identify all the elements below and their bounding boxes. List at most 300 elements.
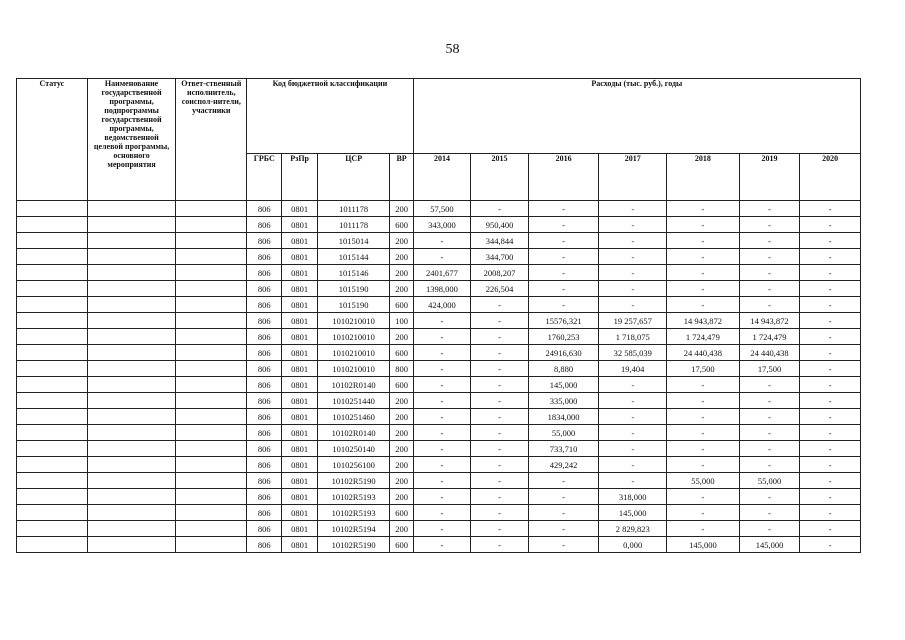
responsible-cell [176, 489, 247, 505]
value-2018-cell: 24 440,438 [667, 345, 740, 361]
value-2020-cell: - [800, 297, 861, 313]
vr-cell: 200 [390, 393, 413, 409]
status-cell [17, 457, 88, 473]
value-2018-cell: - [667, 217, 740, 233]
value-2015-cell: - [471, 409, 529, 425]
value-2018-cell: - [667, 425, 740, 441]
value-2017-cell: - [599, 393, 667, 409]
table-body [17, 201, 861, 553]
csr-cell: 1010250140 [317, 441, 390, 457]
value-2015-cell: - [471, 329, 529, 345]
table-row [17, 265, 861, 281]
csr-cell: 1011178 [317, 217, 390, 233]
responsible-cell [176, 441, 247, 457]
responsible-cell [176, 361, 247, 377]
value-2016-cell: - [528, 473, 599, 489]
table-row [17, 457, 861, 473]
value-2016-cell: 145,000 [528, 377, 599, 393]
value-2015-cell: 226,504 [471, 281, 529, 297]
value-2020-cell: - [800, 393, 861, 409]
table-row [17, 329, 861, 345]
vr-cell: 200 [390, 249, 413, 265]
value-2015-cell: - [471, 505, 529, 521]
rzpr-cell: 0801 [282, 377, 317, 393]
vr-cell: 600 [390, 505, 413, 521]
value-2019-cell: 24 440,438 [739, 345, 800, 361]
grbs-cell: 806 [247, 441, 282, 457]
header-vr: ВР [390, 154, 413, 201]
program-name-cell [87, 249, 176, 265]
value-2019-cell: 145,000 [739, 537, 800, 553]
program-name-cell [87, 473, 176, 489]
csr-cell: 1010210010 [317, 361, 390, 377]
responsible-cell [176, 281, 247, 297]
value-2020-cell: - [800, 457, 861, 473]
value-2019-cell: - [739, 217, 800, 233]
responsible-cell [176, 233, 247, 249]
value-2017-cell: 318,000 [599, 489, 667, 505]
grbs-cell: 806 [247, 201, 282, 217]
status-cell [17, 377, 88, 393]
value-2019-cell: - [739, 489, 800, 505]
value-2019-cell: - [739, 249, 800, 265]
program-name-cell [87, 313, 176, 329]
value-2015-cell: - [471, 313, 529, 329]
value-2018-cell: 55,000 [667, 473, 740, 489]
header-row-main [17, 79, 861, 154]
status-cell [17, 505, 88, 521]
value-2016-cell: 1834,000 [528, 409, 599, 425]
status-cell [17, 265, 88, 281]
value-2017-cell: 145,000 [599, 505, 667, 521]
rzpr-cell: 0801 [282, 249, 317, 265]
responsible-cell [176, 505, 247, 521]
value-2016-cell: - [528, 249, 599, 265]
value-2014-cell: 57,500 [413, 201, 471, 217]
value-2017-cell: - [599, 441, 667, 457]
vr-cell: 800 [390, 361, 413, 377]
value-2015-cell: - [471, 521, 529, 537]
csr-cell: 1010251460 [317, 409, 390, 425]
value-2017-cell: - [599, 409, 667, 425]
value-2016-cell: 1760,253 [528, 329, 599, 345]
responsible-cell [176, 473, 247, 489]
table-row [17, 201, 861, 217]
grbs-cell: 806 [247, 393, 282, 409]
table-row [17, 521, 861, 537]
value-2017-cell: - [599, 217, 667, 233]
csr-cell: 1010251440 [317, 393, 390, 409]
value-2014-cell: - [413, 329, 471, 345]
value-2015-cell: - [471, 345, 529, 361]
status-cell [17, 473, 88, 489]
value-2020-cell: - [800, 201, 861, 217]
value-2014-cell: - [413, 473, 471, 489]
value-2014-cell: - [413, 377, 471, 393]
value-2016-cell: - [528, 281, 599, 297]
value-2019-cell: - [739, 457, 800, 473]
responsible-cell [176, 249, 247, 265]
value-2016-cell: 335,000 [528, 393, 599, 409]
value-2020-cell: - [800, 265, 861, 281]
value-2020-cell: - [800, 217, 861, 233]
value-2016-cell: - [528, 217, 599, 233]
program-name-cell [87, 345, 176, 361]
value-2015-cell: 344,844 [471, 233, 529, 249]
vr-cell: 600 [390, 217, 413, 233]
program-name-cell [87, 329, 176, 345]
grbs-cell: 806 [247, 297, 282, 313]
value-2019-cell: - [739, 409, 800, 425]
value-2016-cell: - [528, 505, 599, 521]
value-2018-cell: - [667, 505, 740, 521]
value-2020-cell: - [800, 377, 861, 393]
csr-cell: 1015014 [317, 233, 390, 249]
value-2014-cell: - [413, 489, 471, 505]
table-row [17, 473, 861, 489]
status-cell [17, 345, 88, 361]
grbs-cell: 806 [247, 473, 282, 489]
value-2015-cell: - [471, 457, 529, 473]
value-2019-cell: - [739, 265, 800, 281]
table-row [17, 377, 861, 393]
value-2017-cell: - [599, 425, 667, 441]
csr-cell: 10102R0140 [317, 377, 390, 393]
value-2018-cell: - [667, 265, 740, 281]
value-2018-cell: 1 724,479 [667, 329, 740, 345]
value-2015-cell: - [471, 377, 529, 393]
value-2019-cell: 17,500 [739, 361, 800, 377]
value-2016-cell: 8,880 [528, 361, 599, 377]
value-2019-cell: - [739, 441, 800, 457]
program-name-cell [87, 233, 176, 249]
grbs-cell: 806 [247, 425, 282, 441]
program-name-cell [87, 409, 176, 425]
grbs-cell: 806 [247, 409, 282, 425]
grbs-cell: 806 [247, 521, 282, 537]
csr-cell: 1011178 [317, 201, 390, 217]
csr-cell: 10102R5193 [317, 505, 390, 521]
rzpr-cell: 0801 [282, 297, 317, 313]
value-2017-cell: 32 585,039 [599, 345, 667, 361]
value-2020-cell: - [800, 489, 861, 505]
value-2017-cell: - [599, 201, 667, 217]
value-2017-cell: - [599, 377, 667, 393]
responsible-cell [176, 521, 247, 537]
rzpr-cell: 0801 [282, 409, 317, 425]
value-2020-cell: - [800, 281, 861, 297]
vr-cell: 600 [390, 537, 413, 553]
value-2017-cell: 19 257,657 [599, 313, 667, 329]
responsible-cell [176, 265, 247, 281]
value-2014-cell: - [413, 313, 471, 329]
rzpr-cell: 0801 [282, 393, 317, 409]
header-year-2016: 2016 [528, 154, 599, 201]
rzpr-cell: 0801 [282, 505, 317, 521]
csr-cell: 1010256100 [317, 457, 390, 473]
value-2016-cell: - [528, 521, 599, 537]
table-row [17, 297, 861, 313]
vr-cell: 600 [390, 297, 413, 313]
vr-cell: 200 [390, 521, 413, 537]
vr-cell: 600 [390, 345, 413, 361]
vr-cell: 200 [390, 201, 413, 217]
program-name-cell [87, 521, 176, 537]
vr-cell: 200 [390, 265, 413, 281]
program-name-cell [87, 489, 176, 505]
program-name-cell [87, 457, 176, 473]
value-2014-cell: 1398,000 [413, 281, 471, 297]
value-2019-cell: - [739, 297, 800, 313]
csr-cell: 1015190 [317, 281, 390, 297]
header-year-2015: 2015 [471, 154, 529, 201]
grbs-cell: 806 [247, 329, 282, 345]
value-2018-cell: - [667, 377, 740, 393]
value-2020-cell: - [800, 409, 861, 425]
vr-cell: 200 [390, 329, 413, 345]
responsible-cell [176, 409, 247, 425]
status-cell [17, 281, 88, 297]
value-2014-cell: - [413, 521, 471, 537]
header-year-2020: 2020 [800, 154, 861, 201]
table-row [17, 425, 861, 441]
value-2020-cell: - [800, 329, 861, 345]
header-responsible: Ответ-ственный исполнитель, соиспол-нители, участники [176, 79, 247, 201]
header-status: Статус [17, 79, 88, 201]
program-name-cell [87, 377, 176, 393]
grbs-cell: 806 [247, 217, 282, 233]
value-2014-cell: - [413, 425, 471, 441]
value-2020-cell: - [800, 505, 861, 521]
rzpr-cell: 0801 [282, 489, 317, 505]
status-cell [17, 393, 88, 409]
vr-cell: 600 [390, 377, 413, 393]
value-2015-cell: - [471, 425, 529, 441]
status-cell [17, 201, 88, 217]
csr-cell: 1015190 [317, 297, 390, 313]
responsible-cell [176, 393, 247, 409]
value-2020-cell: - [800, 313, 861, 329]
value-2016-cell: - [528, 489, 599, 505]
program-name-cell [87, 281, 176, 297]
vr-cell: 200 [390, 281, 413, 297]
table-row [17, 393, 861, 409]
grbs-cell: 806 [247, 505, 282, 521]
header-year-2017: 2017 [599, 154, 667, 201]
value-2018-cell: - [667, 393, 740, 409]
value-2019-cell: - [739, 281, 800, 297]
header-csr: ЦСР [317, 154, 390, 201]
header-expenses: Расходы (тыс. руб.), годы [413, 79, 860, 154]
value-2018-cell: - [667, 457, 740, 473]
grbs-cell: 806 [247, 233, 282, 249]
status-cell [17, 409, 88, 425]
value-2019-cell: 55,000 [739, 473, 800, 489]
value-2017-cell: 19,404 [599, 361, 667, 377]
value-2020-cell: - [800, 521, 861, 537]
program-name-cell [87, 537, 176, 553]
value-2014-cell: - [413, 393, 471, 409]
table-row [17, 361, 861, 377]
value-2019-cell: 14 943,872 [739, 313, 800, 329]
value-2018-cell: - [667, 233, 740, 249]
program-name-cell [87, 297, 176, 313]
grbs-cell: 806 [247, 265, 282, 281]
header-budget-code: Код бюджетной классификации [247, 79, 414, 154]
csr-cell: 10102R5193 [317, 489, 390, 505]
status-cell [17, 249, 88, 265]
value-2017-cell: - [599, 265, 667, 281]
status-cell [17, 441, 88, 457]
program-name-cell [87, 201, 176, 217]
table-row [17, 441, 861, 457]
status-cell [17, 329, 88, 345]
responsible-cell [176, 345, 247, 361]
status-cell [17, 233, 88, 249]
status-cell [17, 425, 88, 441]
vr-cell: 200 [390, 409, 413, 425]
csr-cell: 10102R5190 [317, 537, 390, 553]
vr-cell: 200 [390, 457, 413, 473]
value-2016-cell: - [528, 265, 599, 281]
value-2018-cell: - [667, 281, 740, 297]
value-2015-cell: 344,700 [471, 249, 529, 265]
table-row [17, 409, 861, 425]
value-2015-cell: - [471, 441, 529, 457]
responsible-cell [176, 297, 247, 313]
vr-cell: 100 [390, 313, 413, 329]
grbs-cell: 806 [247, 313, 282, 329]
page-number: 58 [445, 42, 460, 57]
value-2018-cell: - [667, 297, 740, 313]
value-2014-cell: - [413, 249, 471, 265]
rzpr-cell: 0801 [282, 361, 317, 377]
value-2015-cell: - [471, 393, 529, 409]
status-cell [17, 217, 88, 233]
value-2016-cell: - [528, 233, 599, 249]
value-2017-cell: - [599, 457, 667, 473]
value-2018-cell: - [667, 521, 740, 537]
header-year-2014: 2014 [413, 154, 471, 201]
value-2018-cell: - [667, 441, 740, 457]
value-2018-cell: - [667, 409, 740, 425]
value-2016-cell: 733,710 [528, 441, 599, 457]
grbs-cell: 806 [247, 281, 282, 297]
value-2018-cell: 14 943,872 [667, 313, 740, 329]
responsible-cell [176, 377, 247, 393]
rzpr-cell: 0801 [282, 457, 317, 473]
responsible-cell [176, 201, 247, 217]
responsible-cell [176, 329, 247, 345]
vr-cell: 200 [390, 489, 413, 505]
rzpr-cell: 0801 [282, 201, 317, 217]
rzpr-cell: 0801 [282, 345, 317, 361]
value-2014-cell: 424,000 [413, 297, 471, 313]
value-2014-cell: - [413, 537, 471, 553]
rzpr-cell: 0801 [282, 537, 317, 553]
value-2014-cell: 2401,677 [413, 265, 471, 281]
rzpr-cell: 0801 [282, 473, 317, 489]
value-2020-cell: - [800, 425, 861, 441]
grbs-cell: 806 [247, 361, 282, 377]
grbs-cell: 806 [247, 249, 282, 265]
header-grbs: ГРБС [247, 154, 282, 201]
header-year-2019: 2019 [739, 154, 800, 201]
rzpr-cell: 0801 [282, 281, 317, 297]
responsible-cell [176, 457, 247, 473]
grbs-cell: 806 [247, 457, 282, 473]
rzpr-cell: 0801 [282, 313, 317, 329]
value-2019-cell: - [739, 201, 800, 217]
value-2017-cell: - [599, 249, 667, 265]
value-2020-cell: - [800, 345, 861, 361]
table-row [17, 249, 861, 265]
csr-cell: 1015144 [317, 249, 390, 265]
responsible-cell [176, 217, 247, 233]
value-2020-cell: - [800, 249, 861, 265]
status-cell [17, 537, 88, 553]
value-2014-cell: - [413, 457, 471, 473]
value-2019-cell: - [739, 505, 800, 521]
status-cell [17, 489, 88, 505]
value-2018-cell: - [667, 489, 740, 505]
program-name-cell [87, 217, 176, 233]
csr-cell: 1010210010 [317, 345, 390, 361]
value-2016-cell: 55,000 [528, 425, 599, 441]
status-cell [17, 521, 88, 537]
csr-cell: 10102R0140 [317, 425, 390, 441]
value-2014-cell: - [413, 505, 471, 521]
program-name-cell [87, 393, 176, 409]
value-2014-cell: - [413, 345, 471, 361]
program-name-cell [87, 265, 176, 281]
value-2017-cell: 2 829,823 [599, 521, 667, 537]
value-2014-cell: 343,000 [413, 217, 471, 233]
rzpr-cell: 0801 [282, 521, 317, 537]
value-2019-cell: - [739, 233, 800, 249]
vr-cell: 200 [390, 425, 413, 441]
responsible-cell [176, 313, 247, 329]
value-2019-cell: - [739, 521, 800, 537]
value-2018-cell: 145,000 [667, 537, 740, 553]
csr-cell: 1010210010 [317, 313, 390, 329]
header-program-name: Наименование государственной программы, подпрограммы государственной программы, ведомственной целевой программы, основного мероприятия [87, 79, 176, 201]
responsible-cell [176, 537, 247, 553]
value-2015-cell: - [471, 361, 529, 377]
value-2016-cell: - [528, 537, 599, 553]
value-2016-cell: 15576,321 [528, 313, 599, 329]
csr-cell: 10102R5190 [317, 473, 390, 489]
value-2020-cell: - [800, 361, 861, 377]
value-2014-cell: - [413, 409, 471, 425]
grbs-cell: 806 [247, 537, 282, 553]
value-2016-cell: 429,242 [528, 457, 599, 473]
value-2019-cell: 1 724,479 [739, 329, 800, 345]
table-row [17, 345, 861, 361]
vr-cell: 200 [390, 473, 413, 489]
rzpr-cell: 0801 [282, 329, 317, 345]
value-2019-cell: - [739, 425, 800, 441]
value-2020-cell: - [800, 441, 861, 457]
rzpr-cell: 0801 [282, 217, 317, 233]
value-2020-cell: - [800, 537, 861, 553]
table-row [17, 537, 861, 553]
value-2018-cell: - [667, 201, 740, 217]
status-cell [17, 313, 88, 329]
program-name-cell [87, 441, 176, 457]
budget-table [16, 78, 861, 553]
rzpr-cell: 0801 [282, 425, 317, 441]
